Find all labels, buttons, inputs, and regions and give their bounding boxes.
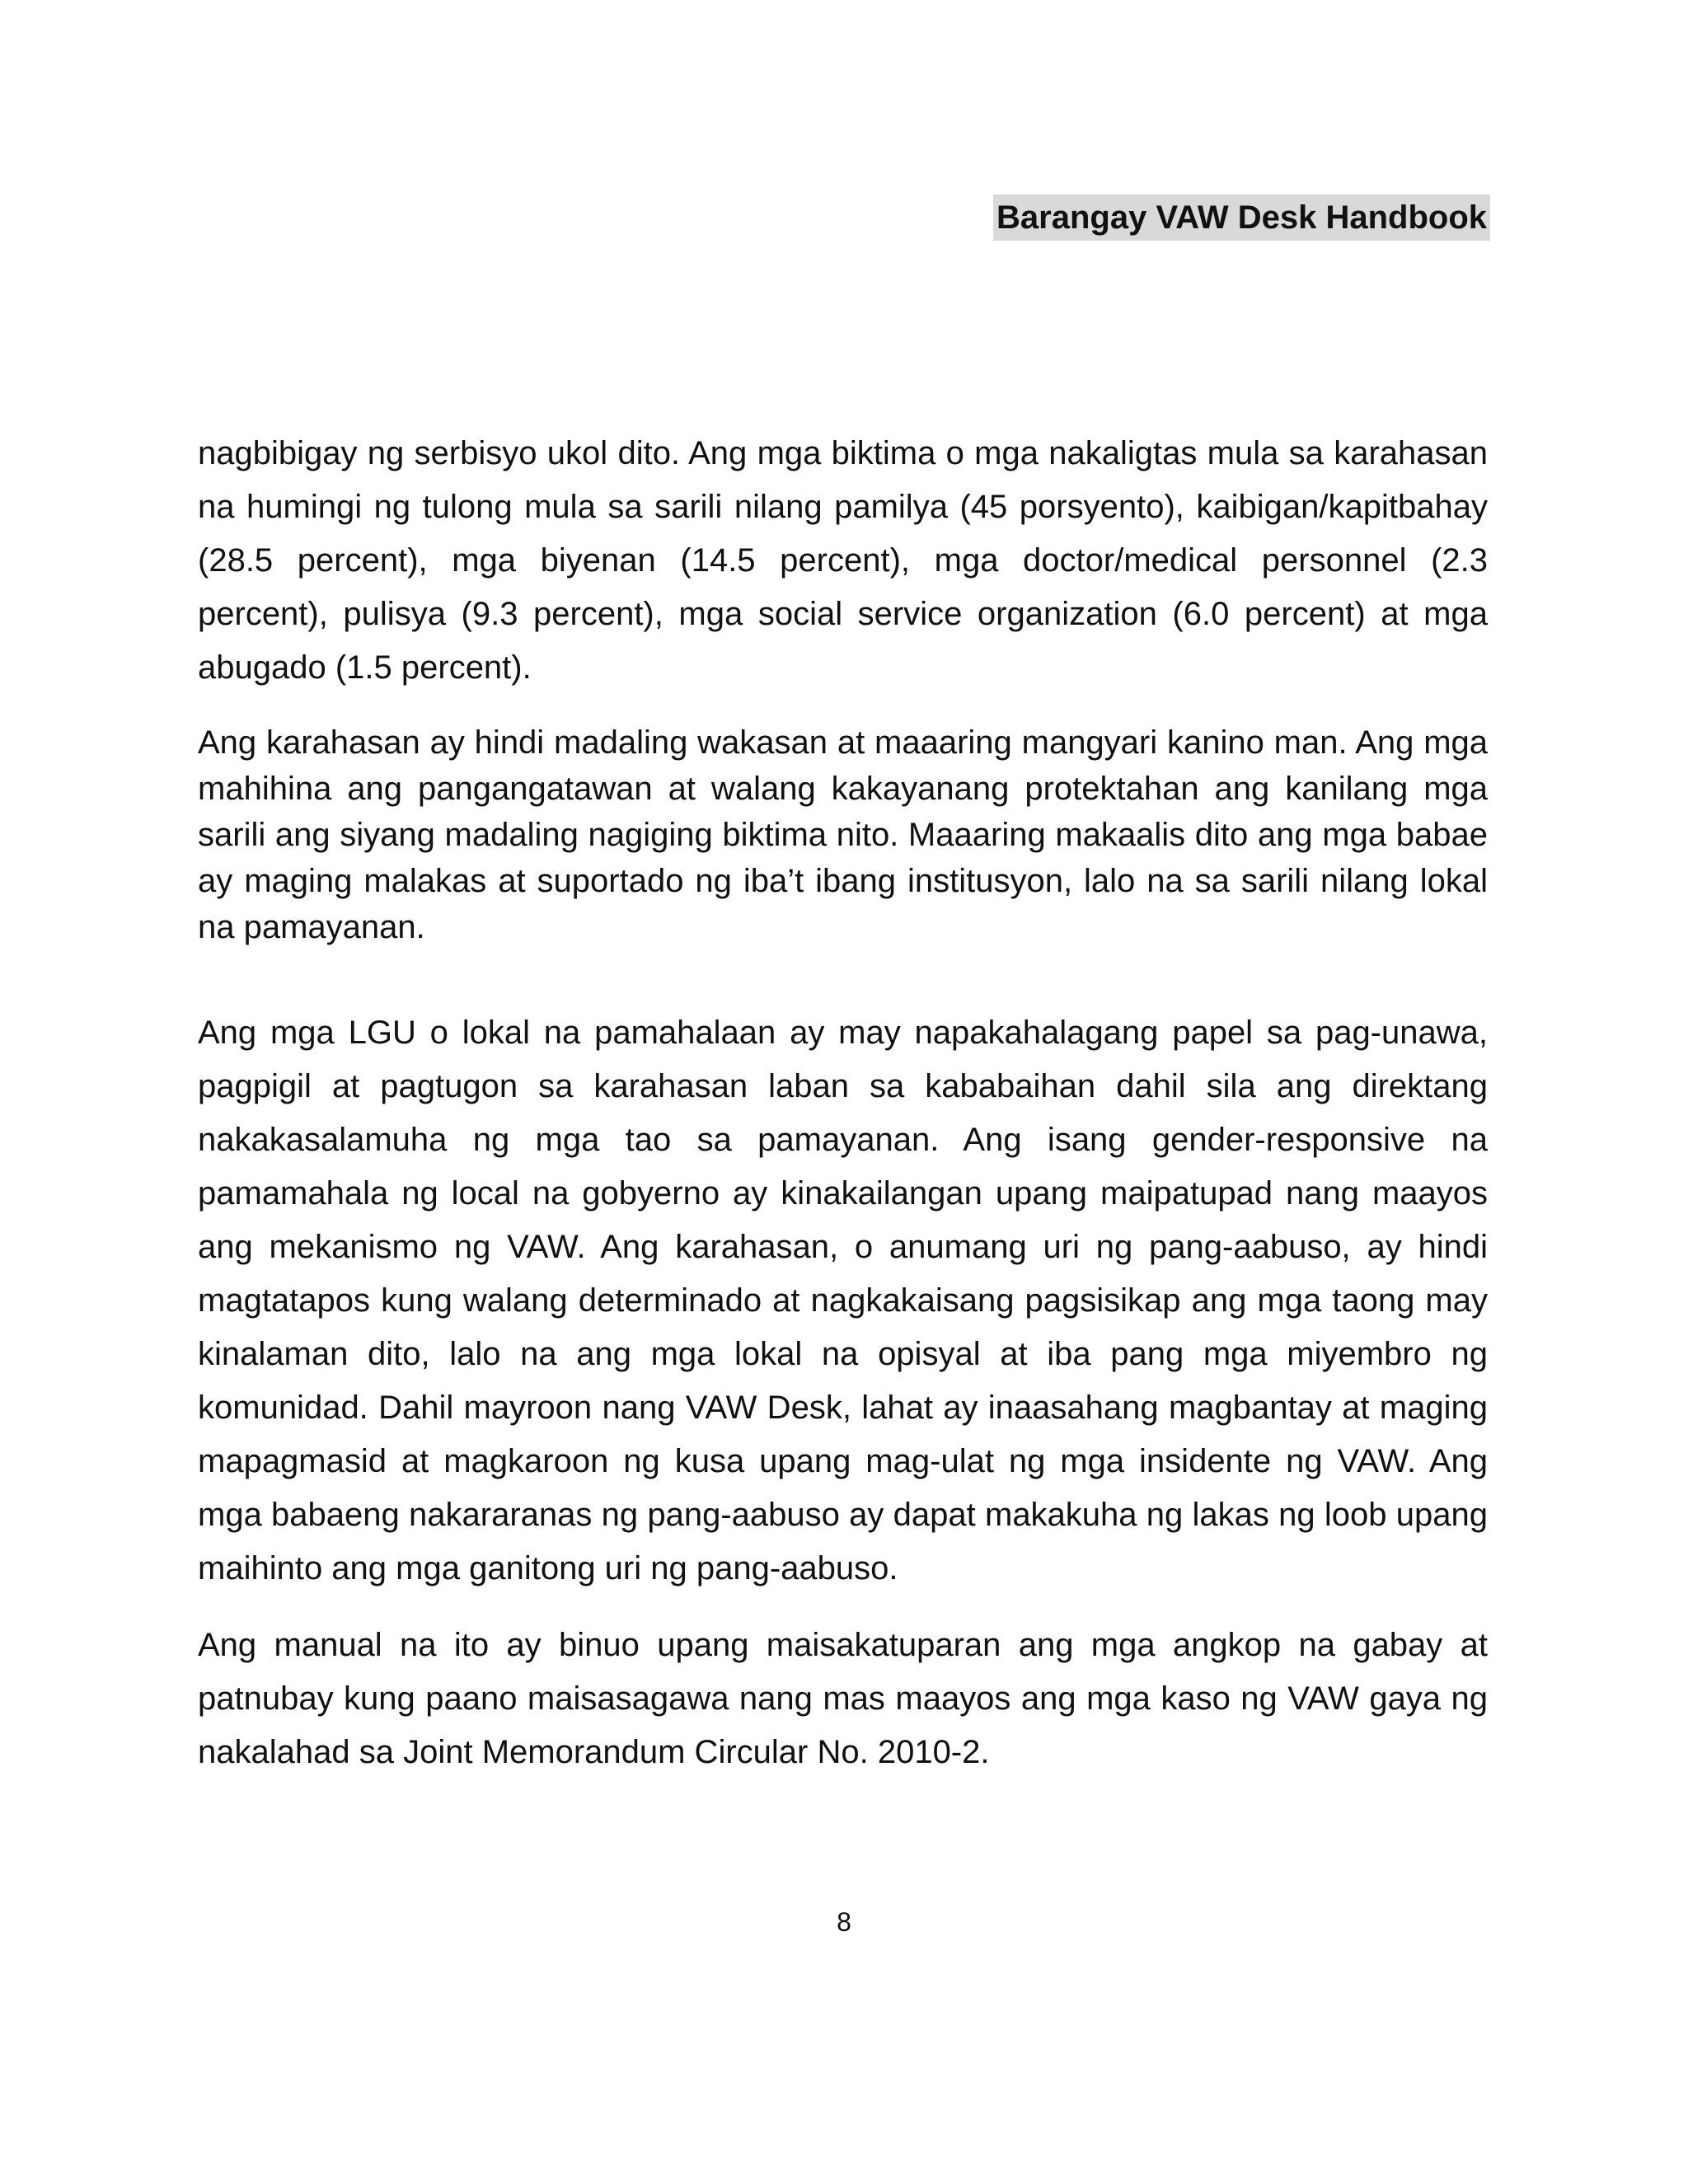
body-text: [198, 427, 1488, 1779]
paragraph-4: Ang manual na ito ay binuo upang maisakatuparan ang mga angkop na gabay at patnubay kung paano maisasagawa nang mas maayos ang mga kaso ng VAW gaya ng nakalahad sa Joint Memorandum Circular No. 2010-2.: [198, 1627, 1488, 1770]
paragraph-2: Ang karahasan ay hindi madaling wakasan at maaaring mangyari kanino man. Ang mga mahihina ang pangangatawan at walang kakayanang protektahan ang kanilang mga sarili ang siyang madaling nagiging biktima nito. Maaaring makaalis dito ang mga babae ay maging malakas at suportado ng iba’t ibang institusyon, lalo na sa sarili nilang lokal na pamayanan.: [198, 724, 1488, 945]
running-header-title: Barangay VAW Desk Handbook: [993, 194, 1490, 241]
paragraph-1: nagbibigay ng serbisyo ukol dito. Ang mga biktima o mga nakaligtas mula sa karahasan na humingi ng tulong mula sa sarili nilang pamilya (45 porsyento), kaibigan/kapitbahay (28.5 percent), mga biyenan (14.5 percent), mga doctor/medical personnel (2.3 percent), pulisya (9.3 percent), mga social service organization (6.0 percent) at mga abugado (1.5 percent).: [198, 435, 1488, 686]
paragraph-3: Ang mga LGU o lokal na pamahalaan ay may napakahalagang papel sa pag-unawa, pagpigil at pagtugon sa karahasan laban sa kababaihan dahil sila ang direktang nakakasalamuha ng mga tao sa pamayanan. Ang isang gender-responsive na pamamahala ng local na gobyerno ay kinakailangan upang maipatupad nang maayos ang mekanismo ng VAW. Ang karahasan, o anumang uri ng pang-aabuso, ay hindi magtatapos kung walang determinado at nagkakaisang pagsisikap ang mga taong may kinalaman dito, lalo na ang mga lokal na opisyal at iba pang mga miyembro ng komunidad. Dahil mayroon nang VAW Desk, lahat ay inaasahang magbantay at maging mapagmasid at magkaroon ng kusa upang mag-ulat ng mga insidente ng VAW. Ang mga babaeng nakararanas ng pang-aabuso ay dapat makakuha ng lakas ng loob upang maihinto ang mga ganitong uri ng pang-aabuso.: [198, 1015, 1488, 1586]
page-number: 8: [837, 1907, 851, 1937]
